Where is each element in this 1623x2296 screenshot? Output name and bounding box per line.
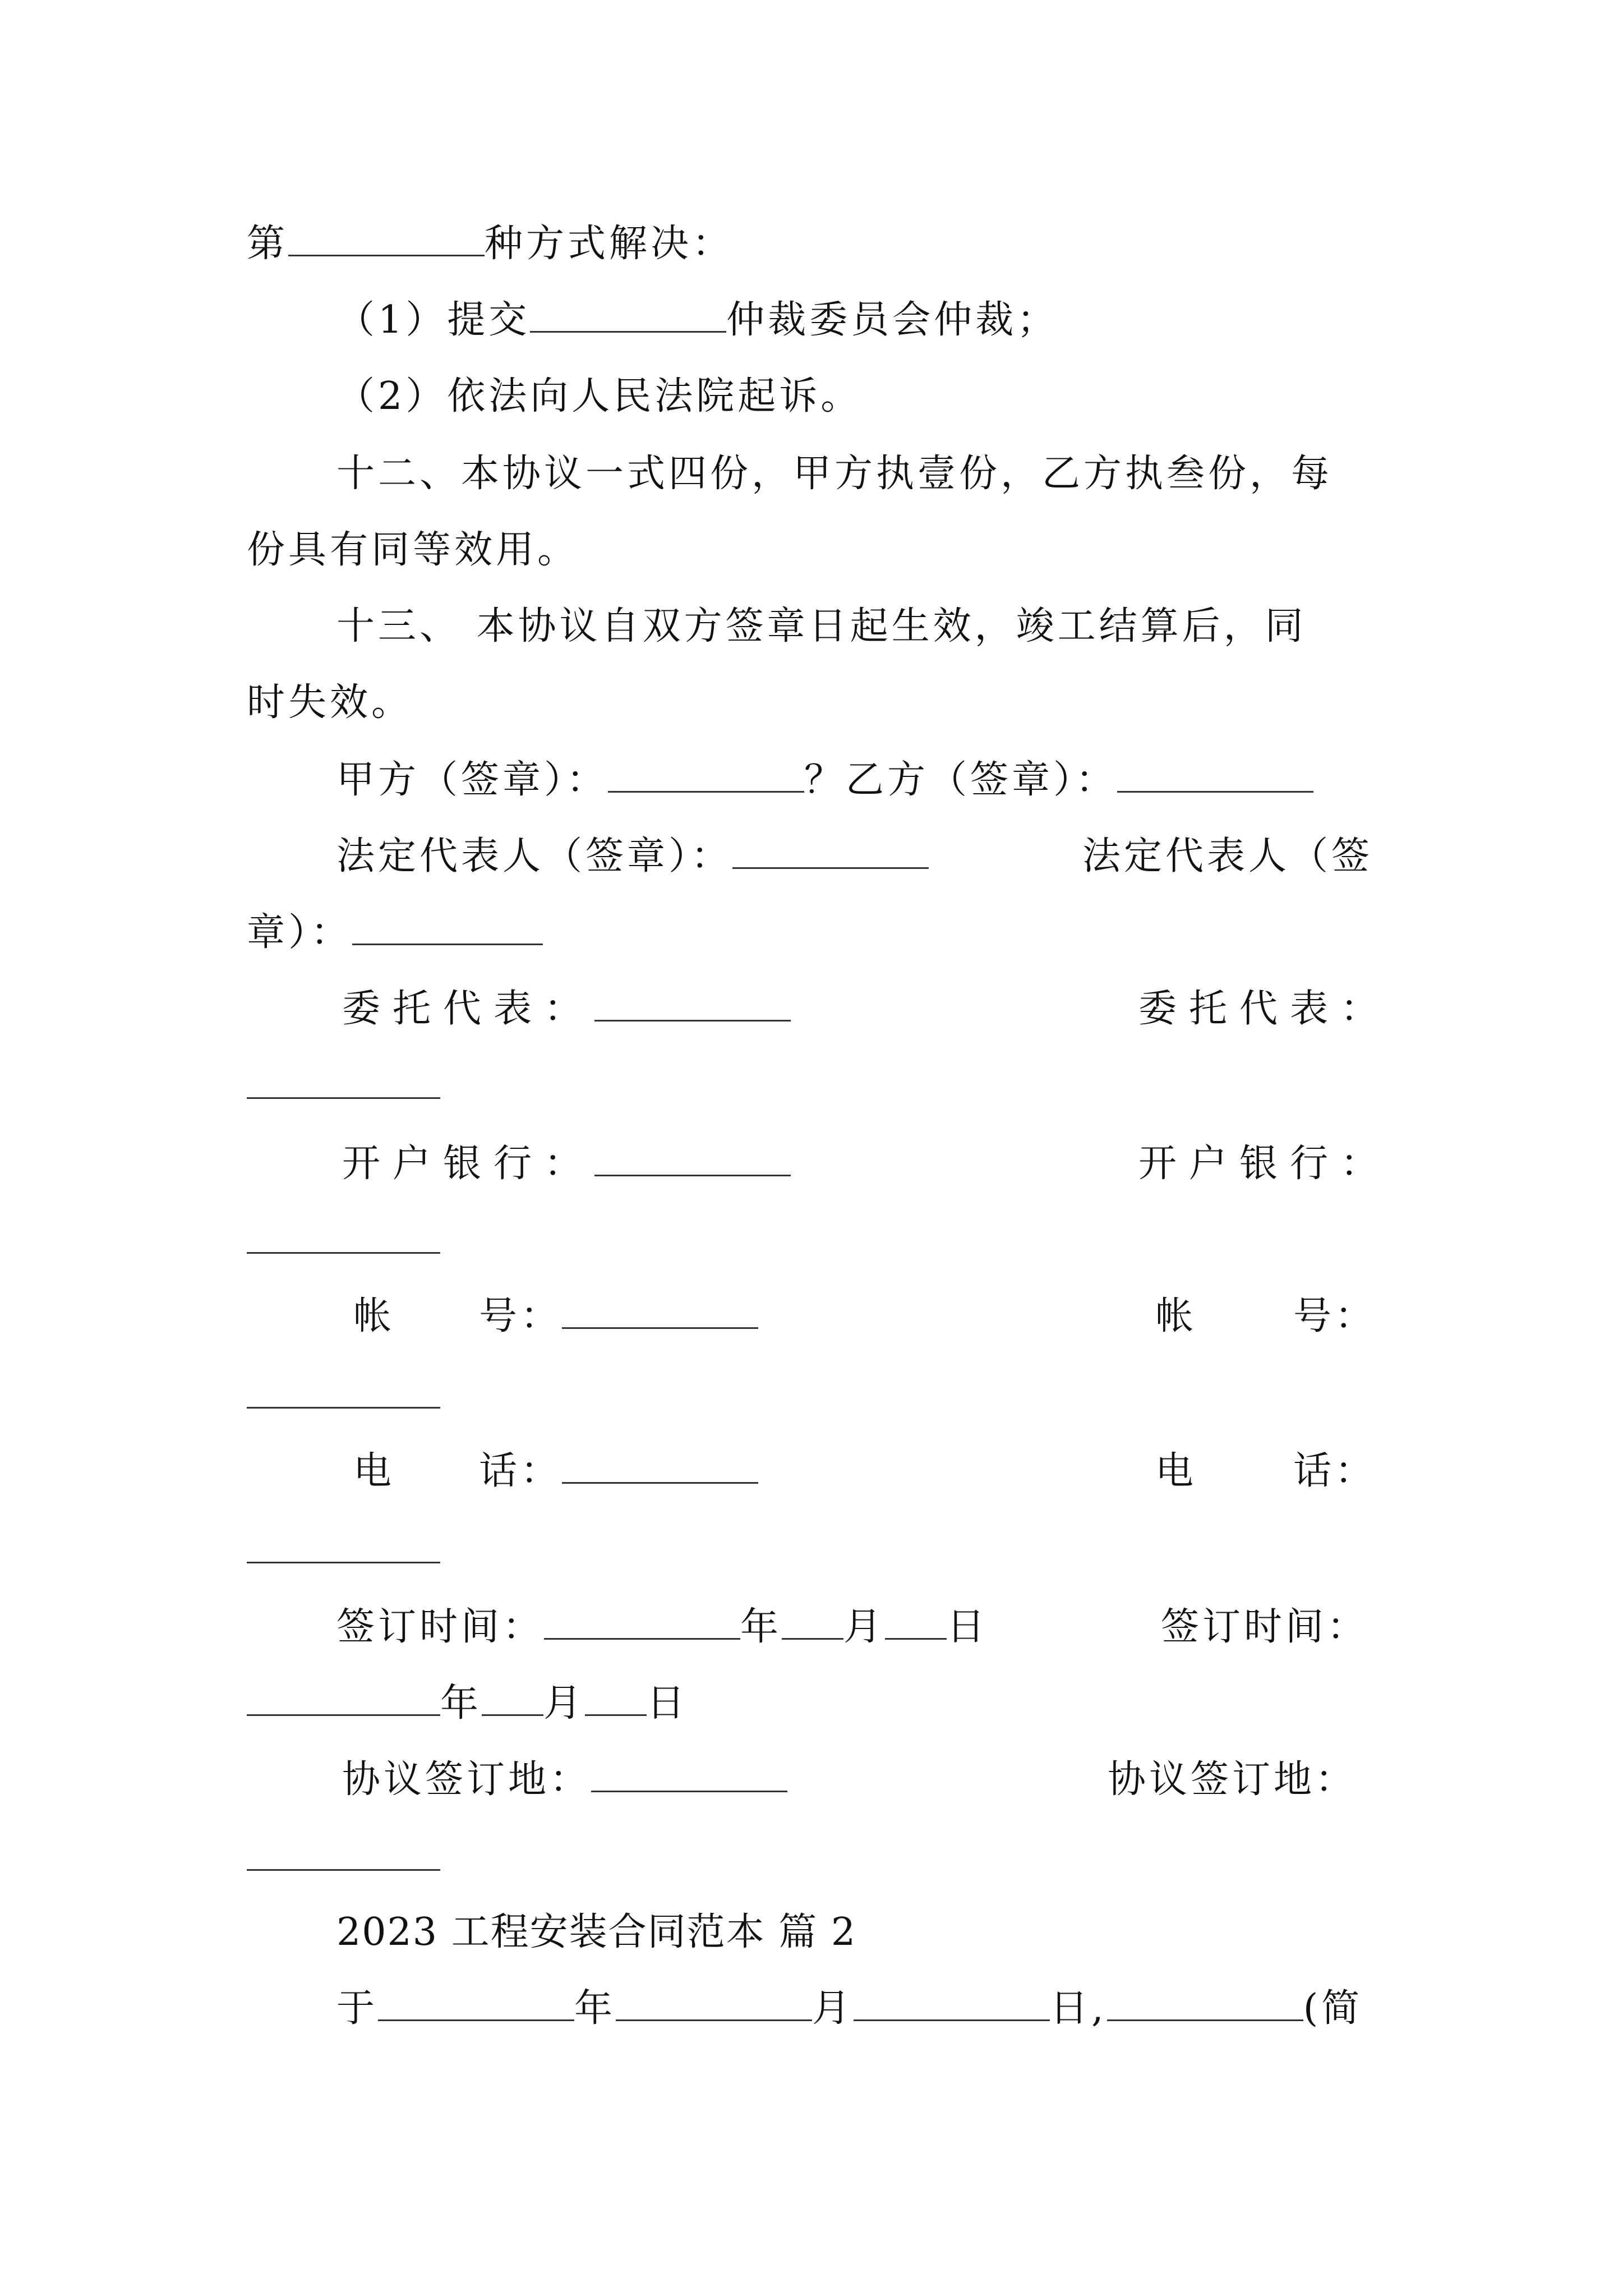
line-sign-date-a	[336, 1602, 988, 1653]
line-bank-b-blank	[247, 1216, 440, 1267]
line-sign-place-a	[342, 1755, 787, 1805]
blank-field	[247, 1217, 440, 1254]
text: 帐	[1155, 1294, 1197, 1338]
text: 开户银行：	[342, 1142, 595, 1186]
text: （2）依法向人民法院起诉。	[336, 374, 863, 418]
text: 十二、本协议一式四份，甲方执壹份，乙方执叁份，每	[336, 452, 1333, 496]
blank-field	[544, 1603, 740, 1640]
line-bank-a	[342, 1139, 791, 1189]
text: 签订时间：	[336, 1605, 545, 1649]
text: 年	[574, 1986, 616, 2031]
blank-field	[782, 1603, 843, 1640]
clause-12-line2	[247, 525, 579, 576]
text: 委托代表：	[342, 987, 595, 1031]
text: 份具有同等效用。	[247, 528, 579, 572]
text: 仲裁委员会仲裁；	[726, 298, 1059, 342]
text: 第	[247, 222, 289, 266]
line-sign-place-b	[1108, 1755, 1357, 1805]
text: 号：	[479, 1294, 562, 1338]
clause-13-line1	[336, 601, 1307, 652]
blank-field	[288, 220, 485, 256]
text: 号：	[1293, 1294, 1377, 1338]
text: 法定代表人（签	[1082, 834, 1373, 878]
blank-field	[562, 1447, 758, 1484]
blank-field	[591, 1756, 787, 1792]
blank-field	[885, 1603, 947, 1640]
line-account-b-blank	[247, 1371, 440, 1421]
blank-field	[732, 832, 929, 869]
text: 章）：	[247, 910, 353, 955]
text: 月	[843, 1605, 886, 1649]
blank-field	[247, 1062, 440, 1099]
clause-12-line1	[336, 449, 1332, 499]
blank-field	[247, 1527, 440, 1563]
text: 月	[812, 1986, 854, 2031]
text: (简	[1303, 1986, 1363, 2031]
blank-field	[1107, 1985, 1303, 2021]
blank-field	[378, 1985, 574, 2021]
line-legal-rep-b	[1082, 831, 1373, 882]
blank-field	[247, 1680, 440, 1716]
text: 开户银行：	[1138, 1142, 1391, 1186]
clause-13-line2	[247, 678, 413, 728]
line-litigation	[336, 371, 862, 422]
blank-field	[594, 1140, 791, 1176]
line-phone-b-blank	[247, 1526, 440, 1576]
blank-field	[616, 1985, 812, 2021]
line-sign-date-b-cont	[247, 1678, 688, 1729]
text: 日	[1050, 1986, 1092, 2031]
heading-text: 2023 工程安装合同范本 篇 2	[336, 1910, 857, 1954]
text: 帐	[353, 1294, 395, 1338]
blank-field	[608, 756, 804, 793]
blank-field	[1117, 756, 1313, 793]
text: 协议签订地：	[342, 1757, 592, 1802]
text: 协议签订地：	[1108, 1757, 1357, 1802]
text: 签订时间：	[1161, 1605, 1369, 1649]
text: 电	[1155, 1449, 1197, 1493]
blank-field	[854, 1985, 1050, 2021]
line-agent-b	[1138, 984, 1391, 1034]
line-legal-rep-b-cont	[247, 908, 543, 958]
blank-field	[352, 909, 543, 945]
line-agent-a	[342, 984, 791, 1034]
line-account-a	[353, 1291, 758, 1342]
blank-field	[482, 1680, 543, 1716]
line-phone-a	[353, 1446, 758, 1497]
line-contract-date: 于 年 月 日, (简	[336, 1984, 1363, 2034]
text: 法定代表人（签章）：	[336, 834, 733, 878]
line-party-signatures	[336, 755, 1313, 806]
text: 日	[647, 1681, 689, 1726]
blank-field	[247, 1834, 440, 1871]
text: 话：	[479, 1449, 562, 1493]
section-heading	[336, 1907, 856, 1958]
text: 日	[947, 1605, 989, 1649]
blank-field	[585, 1680, 647, 1716]
blank-field	[530, 296, 726, 333]
text: 电	[353, 1449, 395, 1493]
text: 年	[740, 1605, 782, 1649]
text: 甲方（签章）：	[336, 758, 608, 802]
text: 于	[336, 1986, 379, 2031]
line-sign-place-b-blank	[247, 1833, 440, 1884]
line-bank-b	[1138, 1139, 1391, 1189]
text: 十三、 本协议自双方签章日起生效，竣工结算后，同	[336, 604, 1307, 648]
text: ？乙方（签章）：	[804, 758, 1118, 802]
text: 委托代表：	[1138, 987, 1391, 1031]
line-agent-b-blank	[247, 1061, 440, 1112]
line-phone-b	[1155, 1446, 1376, 1497]
text: 话：	[1293, 1449, 1377, 1493]
text: （1）提交	[336, 298, 531, 342]
blank-field	[562, 1292, 758, 1329]
blank-field	[594, 985, 791, 1022]
line-account-b	[1155, 1291, 1376, 1342]
text: 种方式解决：	[485, 222, 734, 266]
text: 月	[543, 1681, 585, 1726]
line-dispute-resolution	[247, 219, 734, 269]
line-arbitration	[336, 295, 1058, 346]
line-legal-rep-a	[336, 831, 929, 882]
blank-field	[247, 1372, 440, 1409]
line-sign-date-b	[1161, 1602, 1368, 1653]
text: 时失效。	[247, 680, 413, 725]
text: 年	[440, 1681, 482, 1726]
